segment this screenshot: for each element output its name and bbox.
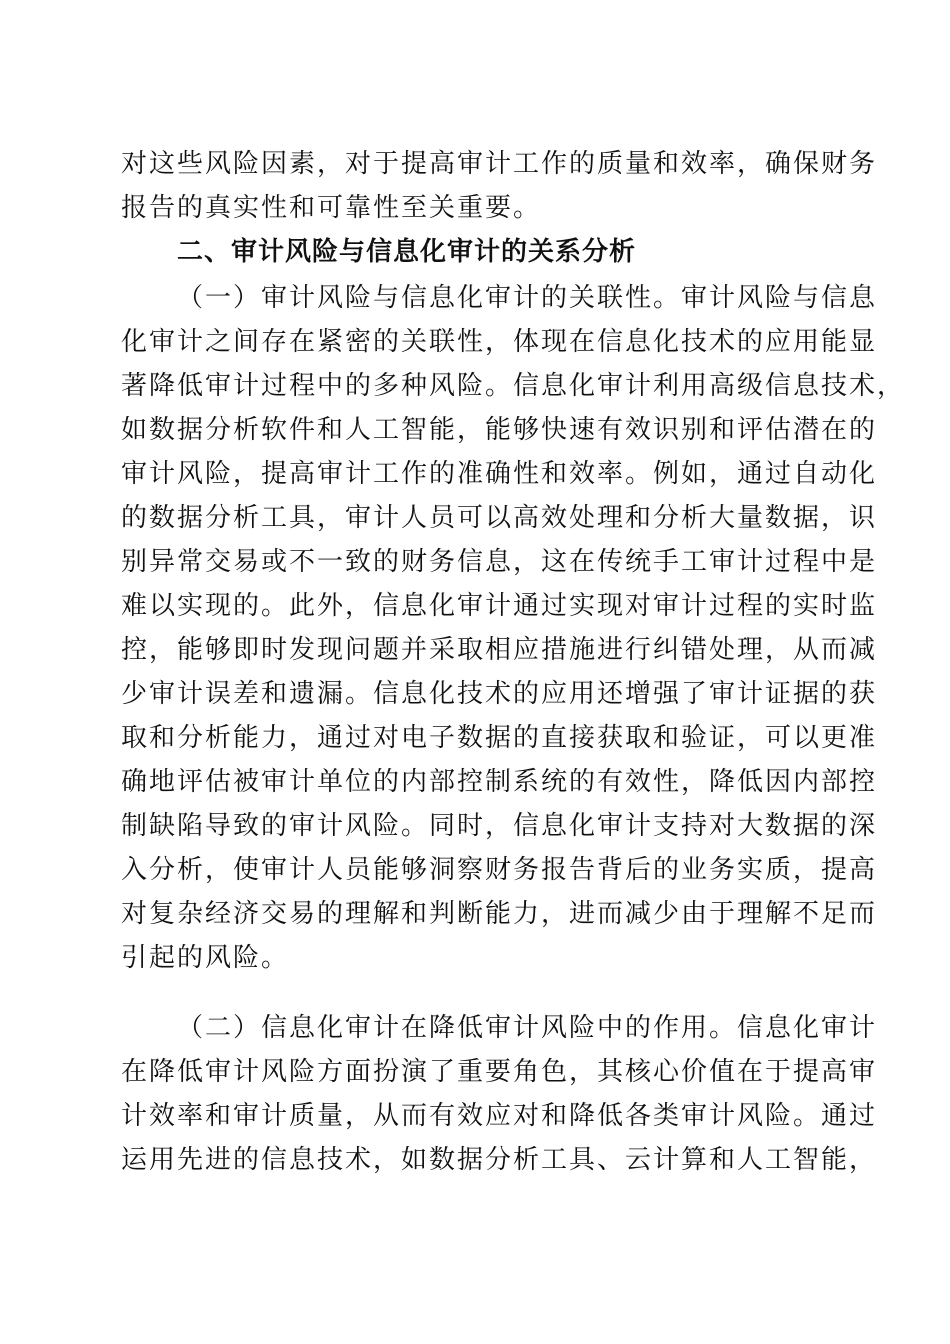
paragraph-line: 少审计误差和遗漏。信息化技术的应用还增强了审计证据的获 bbox=[121, 679, 878, 709]
paragraph-line: 著降低审计过程中的多种风险。信息化审计利用高级信息技术， bbox=[121, 371, 906, 401]
paragraph-line: 的数据分析工具，审计人员可以高效处理和分析大量数据，识 bbox=[121, 503, 878, 533]
section-heading: 二、审计风险与信息化审计的关系分析 bbox=[177, 237, 637, 267]
paragraph-line: 难以实现的。此外，信息化审计通过实现对审计过程的实时监 bbox=[121, 591, 878, 621]
subsection-lead: （一）审计风险与信息化审计的关联性。 bbox=[177, 283, 682, 313]
subsection-first-line-rest: 信息化审计 bbox=[737, 1013, 878, 1043]
paragraph-line: 对这些风险因素，对于提高审计工作的质量和效率，确保财务 bbox=[121, 149, 878, 179]
paragraph-line: 控，能够即时发现问题并采取相应措施进行纠错处理，从而减 bbox=[121, 635, 878, 665]
paragraph-line: 在降低审计风险方面扮演了重要角色，其核心价值在于提高审 bbox=[121, 1057, 878, 1087]
paragraph-line: 如数据分析软件和人工智能，能够快速有效识别和评估潜在的 bbox=[121, 415, 878, 445]
subsection-first-line bbox=[177, 276, 877, 320]
paragraph-line: 对复杂经济交易的理解和判断能力，进而减少由于理解不足而 bbox=[121, 899, 878, 929]
subsection-first-line bbox=[177, 1006, 877, 1050]
paragraph-line: 引起的风险。 bbox=[121, 943, 290, 973]
paragraph-line: 入分析，使审计人员能够洞察财务报告背后的业务实质，提高 bbox=[121, 855, 878, 885]
paragraph-line: 制缺陷导致的审计风险。同时，信息化审计支持对大数据的深 bbox=[121, 811, 878, 841]
paragraph-line: 运用先进的信息技术，如数据分析工具、云计算和人工智能， bbox=[121, 1145, 878, 1175]
paragraph-line: 化审计之间存在紧密的关联性，体现在信息化技术的应用能显 bbox=[121, 327, 878, 357]
paragraph-line: 确地评估被审计单位的内部控制系统的有效性，降低因内部控 bbox=[121, 767, 878, 797]
paragraph-line: 审计风险，提高审计工作的准确性和效率。例如，通过自动化 bbox=[121, 459, 878, 489]
paragraph-line: 取和分析能力，通过对电子数据的直接获取和验证，可以更准 bbox=[121, 723, 878, 753]
paragraph-line: 计效率和审计质量，从而有效应对和降低各类审计风险。通过 bbox=[121, 1101, 878, 1131]
subsection-first-line-rest: 审计风险与信息 bbox=[681, 283, 878, 313]
paragraph-line: 别异常交易或不一致的财务信息，这在传统手工审计过程中是 bbox=[121, 547, 878, 577]
paragraph-line: 报告的真实性和可靠性至关重要。 bbox=[121, 193, 542, 223]
subsection-lead: （二）信息化审计在降低审计风险中的作用。 bbox=[177, 1013, 738, 1043]
